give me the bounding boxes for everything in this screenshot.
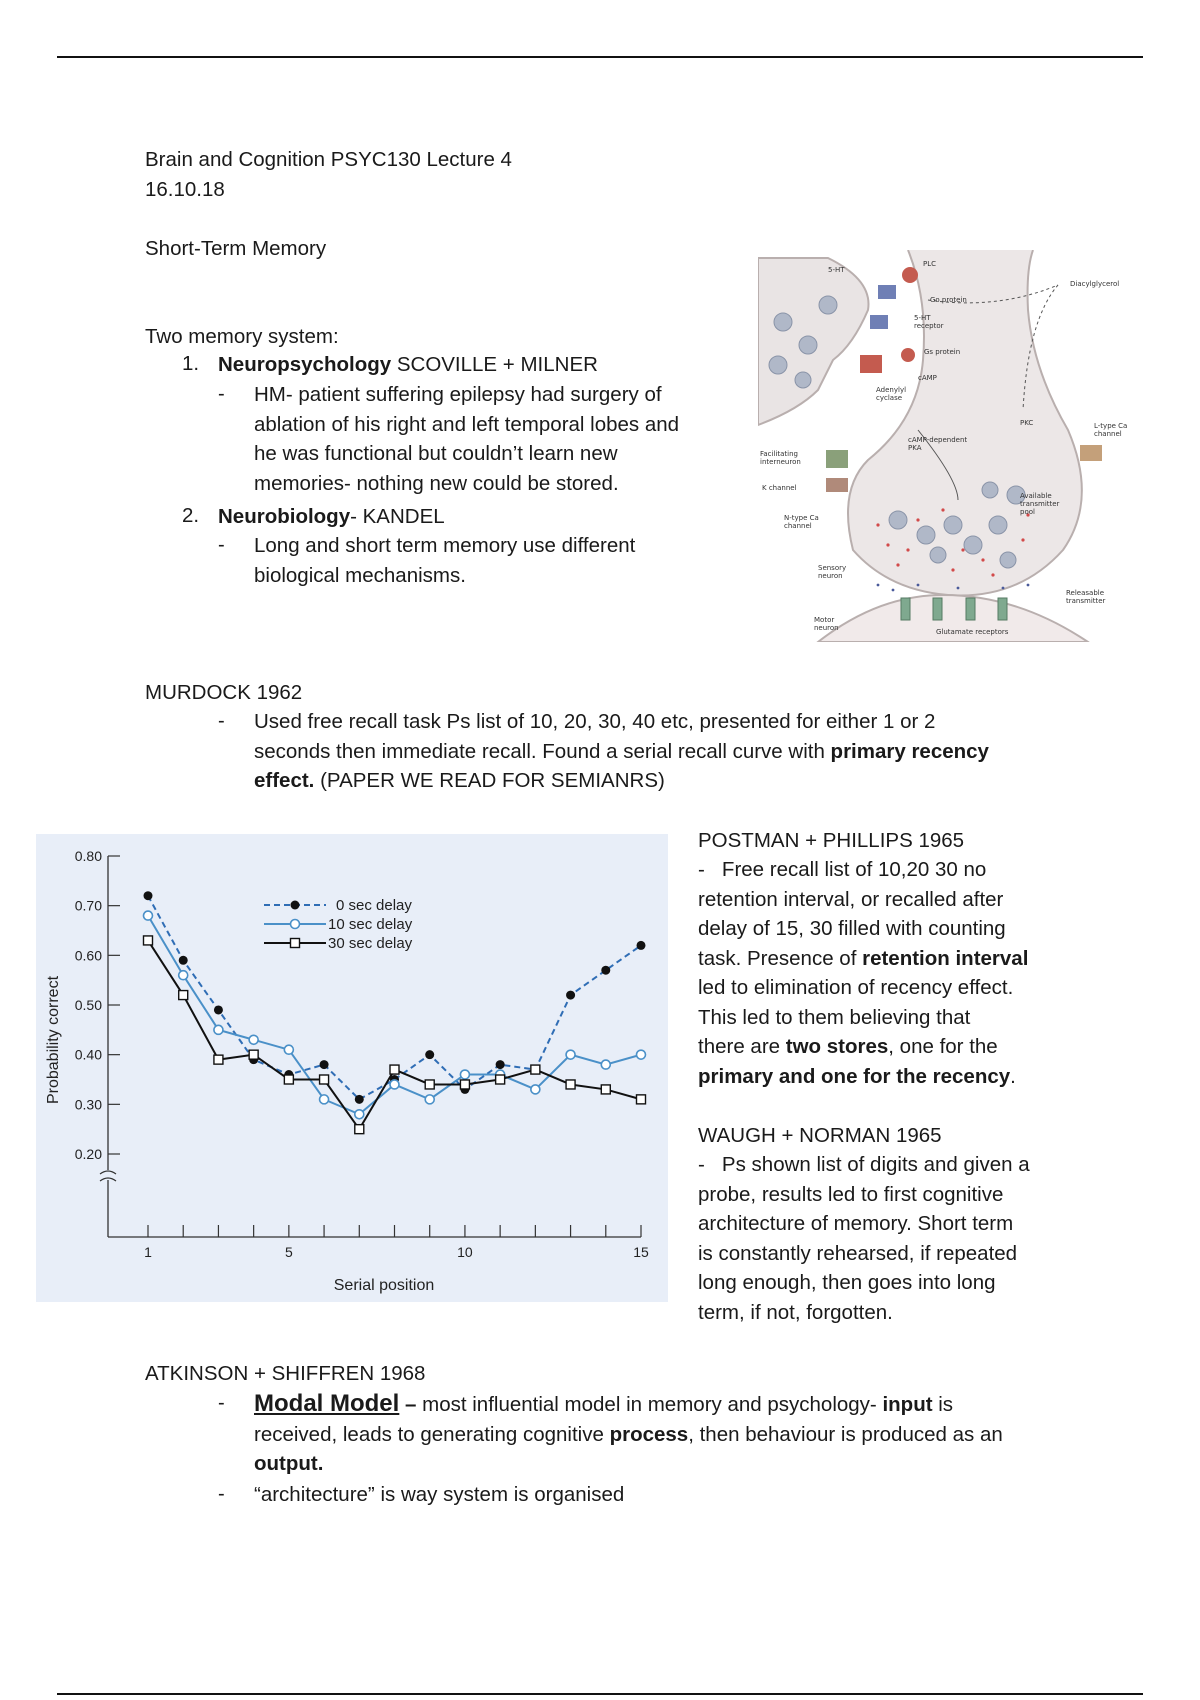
- postman-line-1-text: Free recall list of 10,20 30 no: [721, 858, 987, 881]
- item-1-bold: Neuropsychology: [218, 353, 392, 376]
- label-releasable: Releasable transmitter: [1066, 589, 1106, 605]
- item-1-bullet: [254, 380, 679, 498]
- x-tick-label: 10: [457, 1244, 473, 1260]
- item-2-rest: - KANDEL: [350, 505, 445, 528]
- y-tick-label: 0.60: [74, 947, 102, 964]
- postman-line-7-a: there are: [698, 1035, 786, 1058]
- data-point: [355, 1095, 364, 1104]
- data-point: [637, 1050, 646, 1059]
- topic-title: Short-Term Memory: [145, 237, 327, 260]
- two-systems-heading: Two memory system:: [145, 325, 339, 348]
- label-plc: PLC: [923, 260, 937, 268]
- data-point: [425, 1080, 434, 1089]
- postman-line-7: [698, 1032, 1028, 1062]
- serial-position-chart: [36, 834, 668, 1302]
- label-diacylglycerol: Diacylglycerol: [1070, 280, 1120, 288]
- data-point: [284, 1075, 293, 1084]
- label-l-type: L-type Ca channel: [1094, 422, 1128, 438]
- x-tick-label: 1: [144, 1244, 152, 1260]
- waugh-heading: WAUGH + NORMAN 1965: [698, 1124, 942, 1147]
- murdock-line-1: Used free recall task Ps list of 10, 20, 30, 40 etc, presented for either 1 or 2: [254, 710, 936, 733]
- data-point: [566, 1050, 575, 1059]
- course-title: Brain and Cognition PSYC130 Lecture 4: [145, 148, 512, 171]
- label-go-protein: Go protein: [930, 296, 967, 304]
- label-motor: Motor neuron: [814, 616, 839, 632]
- data-point: [566, 991, 575, 1000]
- item-1-line-4: memories- nothing new could be stored.: [254, 471, 619, 495]
- data-point: [179, 991, 188, 1000]
- y-tick-label: 0.30: [74, 1096, 102, 1113]
- atkinson-line-2-a: received, leads to generating cognitive: [254, 1422, 610, 1446]
- data-point: [460, 1070, 469, 1079]
- label-5ht-top: 5-HT: [828, 266, 845, 274]
- data-point: [355, 1125, 364, 1134]
- murdock-line-3-bold: effect.: [254, 769, 315, 792]
- murdock-bullet: [254, 707, 989, 796]
- postman-line-6: This led to them believing that: [698, 1005, 971, 1029]
- postman-heading: POSTMAN + PHILLIPS 1965: [698, 829, 965, 852]
- waugh-line-6: term, if not, forgotten.: [698, 1300, 893, 1324]
- atkinson-input: input: [882, 1393, 933, 1416]
- label-sensory: Sensory neuron: [818, 564, 847, 580]
- item-1-line-1: HM- patient suffering epilepsy had surgery of: [254, 383, 662, 406]
- legend-label: 30 sec delay: [328, 935, 413, 952]
- data-point: [179, 971, 188, 980]
- postman-line-4: [698, 944, 1028, 974]
- postman-paragraph: [698, 855, 1028, 1091]
- data-point: [496, 1060, 505, 1069]
- atkinson-line-1: [254, 1389, 1003, 1420]
- data-point: [144, 911, 153, 920]
- data-point: [214, 1025, 223, 1034]
- data-point: [390, 1080, 399, 1089]
- atkinson-line-3: [254, 1449, 1003, 1479]
- postman-dash: -: [698, 858, 705, 881]
- label-5ht-receptor: 5-HT receptor: [914, 314, 944, 330]
- atkinson-process: process: [609, 1422, 689, 1446]
- data-point: [179, 956, 188, 965]
- legend-label: 0 sec delay: [336, 897, 412, 914]
- data-point: [637, 941, 646, 950]
- atkinson-heading: ATKINSON + SHIFFREN 1968: [145, 1362, 426, 1385]
- x-tick-label: 15: [633, 1244, 649, 1260]
- item-2-title: [218, 502, 445, 532]
- data-point: [144, 891, 153, 900]
- murdock-line-2: [254, 737, 989, 767]
- legend-marker: [291, 901, 300, 910]
- lecture-date: 16.10.18: [145, 178, 225, 201]
- murdock-line-3-text: (PAPER WE READ FOR SEMIANRS): [314, 769, 665, 792]
- data-point: [425, 1050, 434, 1059]
- atkinson-emdash: –: [399, 1393, 423, 1416]
- data-point: [425, 1095, 434, 1104]
- item-2-line-2: biological mechanisms.: [254, 563, 466, 587]
- postman-line-8-c: .: [1010, 1064, 1016, 1088]
- data-point: [496, 1075, 505, 1084]
- atkinson-output: output.: [254, 1452, 324, 1475]
- murdock-line-2-bold: primary recency: [830, 739, 989, 763]
- item-1-dash: -: [218, 383, 225, 405]
- modal-model-term: Modal Model: [254, 1390, 400, 1417]
- murdock-line-3: [254, 766, 989, 796]
- waugh-line-2: probe, results led to first cognitive: [698, 1182, 1004, 1206]
- item-2-dash: -: [218, 534, 225, 556]
- atkinson-line-2-c: , then behaviour is produced as an: [688, 1422, 1003, 1446]
- x-tick-label: 5: [284, 1244, 293, 1260]
- data-point: [214, 1005, 223, 1014]
- y-tick-label: 0.70: [74, 897, 102, 914]
- postman-line-3: delay of 15, 30 filled with counting: [698, 917, 1006, 940]
- postman-line-7-bold: two stores: [785, 1035, 889, 1058]
- data-point: [601, 1060, 610, 1069]
- item-1-number: 1.: [182, 352, 200, 375]
- item-2-bullet: [254, 531, 635, 590]
- label-glutamate: Glutamate receptors: [936, 628, 1009, 636]
- item-2-line-1: Long and short term memory use different: [254, 534, 636, 557]
- label-gs-protein: Gs protein: [924, 348, 961, 356]
- atkinson-bullet-1: [254, 1389, 1003, 1479]
- waugh-line-5: long enough, then goes into long: [698, 1271, 996, 1294]
- label-camp-pka: cAMP-dependent PKA: [908, 436, 968, 452]
- data-point: [214, 1055, 223, 1064]
- postman-line-4-text: task. Presence of: [698, 946, 863, 970]
- item-2-number: 2.: [182, 504, 200, 527]
- waugh-line-3: architecture of memory. Short term: [698, 1212, 1014, 1235]
- atkinson-line-1-a: most influential model in memory and psychology-: [422, 1393, 883, 1416]
- label-adenylyl-cyclase: Adenylyl cyclase: [876, 386, 907, 402]
- bottom-rule: [57, 1693, 1143, 1695]
- label-available: Available transmitter pool: [1020, 492, 1060, 516]
- atkinson-line-2: [254, 1420, 1003, 1450]
- waugh-line-4: is constantly rehearsed, if repeated: [698, 1241, 1018, 1265]
- data-point: [566, 1080, 575, 1089]
- data-point: [320, 1095, 329, 1104]
- label-pkc: PKC: [1020, 419, 1034, 427]
- label-n-type: N-type Ca channel: [784, 514, 819, 530]
- postman-line-8: [698, 1062, 1028, 1092]
- legend-marker: [291, 920, 300, 929]
- postman-line-4-bold: retention interval: [862, 946, 1029, 970]
- chart-legend: [264, 897, 413, 952]
- top-rule: [57, 56, 1143, 58]
- data-point: [320, 1060, 329, 1069]
- postman-line-7-c: , one for the: [888, 1035, 998, 1058]
- data-point: [355, 1110, 364, 1119]
- murdock-line-2-text: seconds then immediate recall. Found a serial recall curve with: [254, 739, 831, 763]
- synapse-diagram: [758, 250, 1130, 642]
- chart-xlabel: Serial position: [333, 1277, 435, 1294]
- data-point: [460, 1080, 469, 1089]
- atkinson-dash-1: -: [218, 1392, 225, 1414]
- data-point: [637, 1095, 646, 1104]
- atkinson-bullet-2: “architecture” is way system is organised: [254, 1483, 625, 1506]
- data-point: [320, 1075, 329, 1084]
- item-2-bold: Neurobiology: [218, 505, 351, 528]
- postman-line-1: [698, 855, 1028, 885]
- data-point: [284, 1045, 293, 1054]
- waugh-dash: -: [698, 1153, 705, 1176]
- label-k-channel: K channel: [762, 484, 797, 492]
- chart-ylabel: Probability correct: [45, 975, 62, 1105]
- y-tick-label: 0.80: [74, 848, 102, 864]
- item-1-line-2: ablation of his right and left temporal lobes and: [254, 412, 680, 436]
- waugh-line-1: [698, 1150, 1030, 1180]
- data-point: [601, 966, 610, 975]
- y-tick-label: 0.50: [74, 997, 102, 1013]
- murdock-heading: MURDOCK 1962: [145, 681, 303, 704]
- data-point: [531, 1085, 540, 1094]
- data-point: [249, 1050, 258, 1059]
- y-tick-label: 0.20: [74, 1146, 102, 1162]
- postman-line-5: led to elimination of recency effect.: [698, 976, 1014, 999]
- data-point: [390, 1065, 399, 1074]
- legend-marker: [291, 939, 300, 948]
- item-1-title: [218, 350, 598, 380]
- data-point: [249, 1035, 258, 1044]
- y-tick-label: 0.40: [74, 1046, 102, 1063]
- atkinson-line-1-c: is: [932, 1393, 954, 1416]
- postman-line-8-bold: primary and one for the recency: [698, 1064, 1011, 1088]
- atkinson-dash-2: -: [218, 1483, 225, 1505]
- label-camp: cAMP: [918, 374, 937, 382]
- label-facilitating: Facilitating interneuron: [760, 450, 801, 466]
- legend-label: 10 sec delay: [328, 916, 413, 933]
- postman-line-2: retention interval, or recalled after: [698, 887, 1004, 911]
- data-point: [144, 936, 153, 945]
- waugh-paragraph: [698, 1150, 1030, 1327]
- murdock-dash: -: [218, 710, 225, 732]
- data-point: [601, 1085, 610, 1094]
- item-1-line-3: he was functional but couldn’t learn new: [254, 442, 618, 465]
- data-point: [531, 1065, 540, 1074]
- waugh-line-1-text: Ps shown list of digits and given a: [721, 1153, 1030, 1176]
- item-1-rest: SCOVILLE + MILNER: [391, 353, 598, 376]
